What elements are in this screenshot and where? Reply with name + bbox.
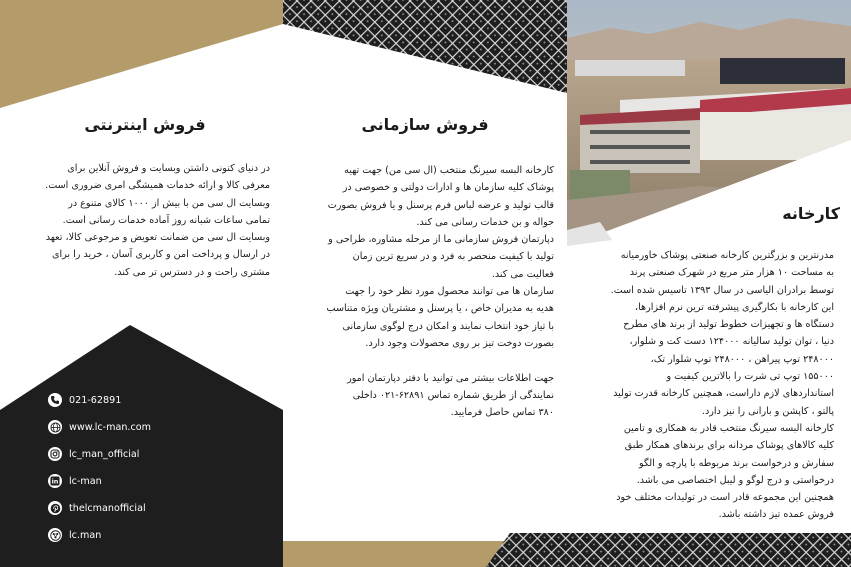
online-sales-title: فروش اینترنتی xyxy=(84,115,206,134)
gold-bottom-band xyxy=(283,541,510,567)
contact-instagram[interactable] xyxy=(48,445,139,463)
phone-icon xyxy=(48,393,62,407)
corporate-sales-title: فروش سازمانی xyxy=(361,115,489,134)
contact-pinterest-text: thelcmanofficial xyxy=(69,502,146,514)
contact-share-text: lc.man xyxy=(69,529,102,541)
online-sales-text: در دنیای کنونی داشتن وبسایت و فروش آنلاین برای معرفی کالا و ارائه خدمات همیشگی امری ضروری است. وبسایت ال سی من با بیش از ۱۰۰۰ کالای متنوع در تمامی ساعات شبانه روز آماده خدمات رسانی است. وبسایت ال سی من ضمانت تعویض و مرجوعی کالا، تعهد در ارسال و پرداخت امن و کاربری آسان ، خرید را برای مشتری راحت و در دسترس تر می کند. xyxy=(45,163,270,278)
contact-share[interactable] xyxy=(48,526,101,544)
instagram-icon xyxy=(48,447,62,461)
corporate-sales-text: کارخانه البسه سیرنگ منتخب (ال سی من) جهت تهیه پوشاک کلیه سازمان ها و ادارات دولتی و خصوصی در قالب تولید و عرضه لباس فرم پرسنل و یا فروش بصورت حواله و بن خدمات رسانی می کند. دپارتمان فروش سازمانی ما از مرحله مشاوره، طراحی و تولید با کیفیت منحصر به فرد و در سریع ترین زمان فعالیت می کند. سازمان ها می توانند محصول مورد نظر خود را جهت هدیه به مدیران خاص ، یا پرسنل و مشتریان ویژه متناسب با تیاز خود انتخاب نمایند و امکان درج لوگوی سازمانی بصورت دوخت تیز بر روی محصولات وجود دارد. جهت اطلاعات بیشتر می توانید با دفتر دپارتمان امور نمایندگی از طریق شماره تماس ۶۲۸۹۱-۰۲۱ داخلی ۳۸۰ تماس حاصل فرمایید. xyxy=(326,165,554,419)
contact-linkedin[interactable] xyxy=(48,472,102,490)
pattern-top-band xyxy=(283,0,567,93)
pattern-bottom-band xyxy=(486,533,851,567)
contact-phone-text: 021-62891 xyxy=(69,394,122,406)
contact-block xyxy=(0,325,283,567)
share-icon xyxy=(48,528,62,542)
contact-linkedin-text: lc-man xyxy=(69,475,102,487)
contact-pinterest[interactable] xyxy=(48,499,146,517)
factory-title: کارخانه xyxy=(782,204,840,223)
linkedin-icon xyxy=(48,474,62,488)
contact-website-text: www.lc-man.com xyxy=(69,421,151,433)
contact-website[interactable] xyxy=(48,418,151,436)
contact-instagram-text: lc_man_official xyxy=(69,448,140,460)
contact-phone[interactable] xyxy=(48,391,121,409)
svg-text:in: in xyxy=(51,477,59,486)
factory-text: مدرنترین و بزرگترین کارخانه صنعتی پوشاک خاورمیانه به مساحت ۱۰ هزار متر مربع در شهرک صنعتی پرند توسط برادران الیاسی در سال ۱۳۹۳ تاسیس شده است. این کارخانه با بکارگیری پیشرفته ترین نرم افزارها، دستگاه ها و تجهیزات خطوط تولید از برند های مطرح دنیا ، توان تولید سالیانه ۱۲۴۰۰۰ دست کت و شلوار، ۲۴۸۰۰۰ توپ پیراهن ، ۲۴۸۰۰۰ توپ شلوار تک، ۱۵۵۰۰۰ توپ تی شرت را بالاترین کیفیت و استانداردهای لازم داراست، همچنین کارخانه قدرت تولید پالتو ، کاپشن و بارانی را نیز دارد. کارخانه البسه سیرنگ منتخب قادر به همکاری و تامین کلیه کالاهای پوشاک مردانه برای برندهای همکار طبق سفارش و درخواست برند مربوطه با پارچه و الگو درخواستی و درج لوگو و لیبل اختصاصی می باشد. همچنین این مجموعه قادر است در تولیدات مختلف خود فروش عمده تیز داشته باشد. xyxy=(610,250,834,521)
pinterest-icon xyxy=(48,501,62,515)
globe-icon xyxy=(48,420,62,434)
gold-top-band xyxy=(0,0,283,108)
